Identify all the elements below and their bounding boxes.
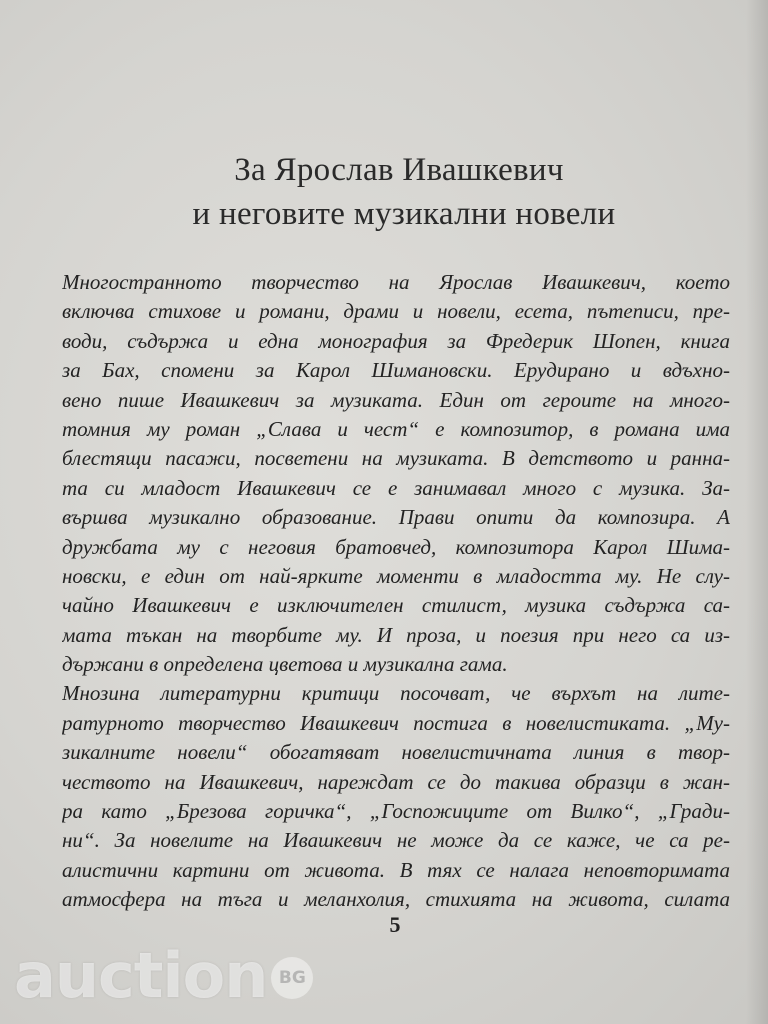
- text-line: атмосфера на тъга и меланхолия, стихията на живота, силата: [62, 887, 730, 912]
- text-line: ратурното творчество Ивашкевич постига в новелистиката. „Му-: [62, 710, 730, 735]
- text-line: мата тъкан на творбите му. И проза, и поезия при него са из-: [62, 622, 730, 647]
- body-text: [62, 268, 730, 915]
- text-line: зикалните новели“ обогатяват новелистичната линия в твор-: [62, 740, 730, 765]
- text-line: томния му роман „Слава и чест“ е композитор, в романа има: [62, 416, 730, 441]
- text-line: държани в определена цветова и музикална гама.: [62, 652, 508, 677]
- page-number: 5: [389, 912, 401, 937]
- text-line: Многостранното творчество на Ярослав Ивашкевич, което: [62, 270, 730, 294]
- text-line: ни“. За новелите на Ивашкевич не може да се каже, че са ре-: [62, 828, 730, 853]
- watermark-word: auction: [14, 938, 268, 1012]
- watermark-badge: BG: [271, 957, 313, 999]
- text-line: Мнозина литературни критици посочват, че върхът на лите-: [62, 681, 730, 706]
- text-line: алистични картини от живота. В тях се налага неповторимата: [62, 857, 730, 882]
- text-line: дружбата му с неговия братовчед, композитора Карол Шима-: [62, 534, 730, 559]
- text-line: та си младост Ивашкевич се е занимавал много с музика. За-: [62, 475, 730, 500]
- text-line: вършва музикално образование. Прави опити да композира. А: [62, 505, 730, 530]
- text-line: ра като „Брезова горичка“, „Госпожиците от Вилко“, „Гради-: [62, 799, 730, 824]
- text-line: включва стихове и романи, драми и новели, есета, пътеписи, пре-: [62, 299, 730, 324]
- text-line: чайно Ивашкевич е изключителен стилист, музика съдържа са-: [62, 593, 730, 618]
- text-line: за Бах, спомени за Карол Шимановски. Ерудирано и вдъхно-: [62, 358, 730, 383]
- chapter-title-line-2: и неговите музикални новели: [192, 196, 616, 232]
- chapter-title-line-1: За Ярослав Ивашкевич: [234, 152, 564, 188]
- text-line: новски, е един от най-ярките моменти в младостта му. Не слу-: [62, 563, 730, 588]
- text-line: чеството на Ивашкевич, нареждат се до такива образци в жан-: [62, 769, 730, 794]
- auction-watermark: [14, 940, 313, 1010]
- text-line: блестящи пасажи, посветени на музиката. В детството и ранна-: [62, 446, 730, 471]
- text-line: води, съдържа и една монография за Фредерик Шопен, книга: [62, 328, 730, 353]
- text-line: вено пише Ивашкевич за музиката. Един от героите на много-: [62, 387, 730, 412]
